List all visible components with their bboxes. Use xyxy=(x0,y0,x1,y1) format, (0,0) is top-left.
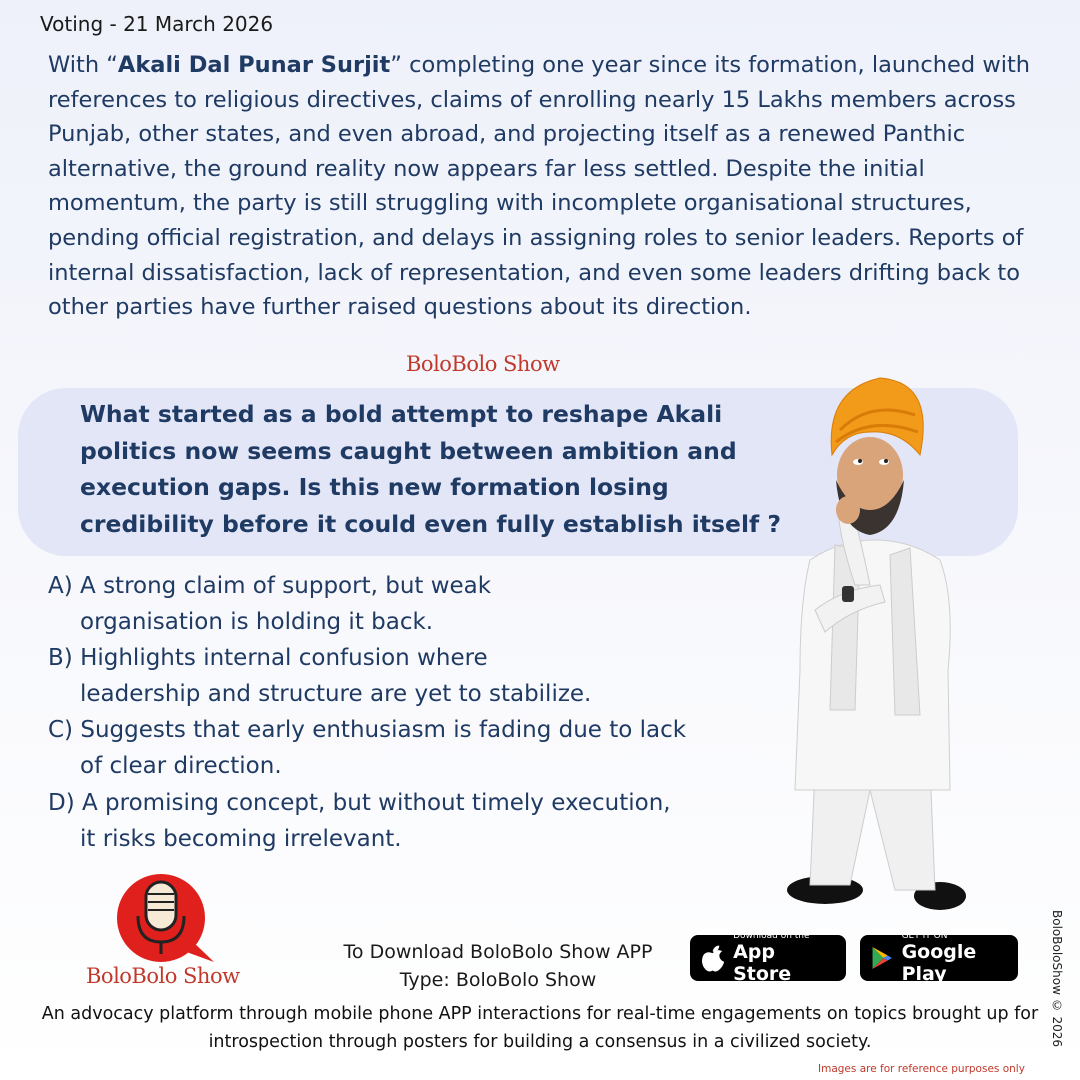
disclaimer: Images are for reference purposes only xyxy=(818,1063,1025,1075)
option-d[interactable] xyxy=(48,785,671,857)
download-type-line: Type: BoloBolo Show xyxy=(399,969,597,991)
logo-text: BoloBolo Show xyxy=(86,964,240,988)
app-store-small: Download on the xyxy=(733,931,810,941)
footer-text: An advocacy platform through mobile phone APP interactions for real-time engagements on topics brought up for introspection through posters for building a consensus in a civilized society. xyxy=(41,1004,1039,1052)
intro-body: ” completing one year since its formation, launched with references to religious directives, claims of enrolling nearly 15 Lakhs members across Punjab, other states, and even abroad, and projecting itself as a renewed Panthic alternative, the ground reality now appears far less settled. Despite the initial momentum, the party is still struggling with incomplete organisational structures, pending official registration, and delays in assigning roles to senior leaders. Reports of internal dissatisfaction, lack of representation, and even some leaders drifting back to other parties have further raised questions about its direction. xyxy=(48,52,1031,321)
option-a-line2: organisation is holding it back. xyxy=(80,609,434,635)
option-b-line1: B) Highlights internal confusion where xyxy=(48,645,488,671)
option-b-line2: leadership and structure are yet to stabilize. xyxy=(80,681,592,707)
option-a-line1: A) A strong claim of support, but weak xyxy=(48,573,492,599)
app-store-button[interactable] xyxy=(690,931,846,985)
google-play-button[interactable] xyxy=(860,931,1018,985)
download-instructions xyxy=(310,938,686,994)
option-c[interactable] xyxy=(48,712,686,784)
party-name: Akali Dal Punar Surjit xyxy=(117,52,391,78)
apple-icon xyxy=(700,943,725,973)
google-play-big: Google Play xyxy=(901,941,977,985)
google-play-small: GET IT ON xyxy=(901,931,948,941)
play-triangle-icon xyxy=(870,943,894,973)
intro-paragraph xyxy=(48,48,1058,325)
watermark-brand: BoloBolo Show xyxy=(406,352,560,376)
date-label: Voting - 21 March 2026 xyxy=(40,12,274,36)
download-line: To Download BoloBolo Show APP xyxy=(343,941,653,963)
option-d-line2: it risks becoming irrelevant. xyxy=(80,826,402,852)
option-d-line1: D) A promising concept, but without timely execution, xyxy=(48,790,671,816)
intro-prefix: With “ xyxy=(48,52,118,78)
copyright: BoloBoloShow © 2026 xyxy=(1050,910,1064,1048)
option-c-line1: C) Suggests that early enthusiasm is fading due to lack xyxy=(48,717,687,743)
option-b[interactable] xyxy=(48,640,591,712)
app-store-big: App Store xyxy=(733,941,792,985)
thinking-man-illustration xyxy=(770,370,980,930)
option-a[interactable] xyxy=(48,568,491,640)
option-c-line2: of clear direction. xyxy=(80,753,282,779)
question-text: What started as a bold attempt to reshape Akali politics now seems caught between ambition and execution gaps. Is this new formation losing credibility before it could even fully establish itself ? xyxy=(80,400,782,538)
